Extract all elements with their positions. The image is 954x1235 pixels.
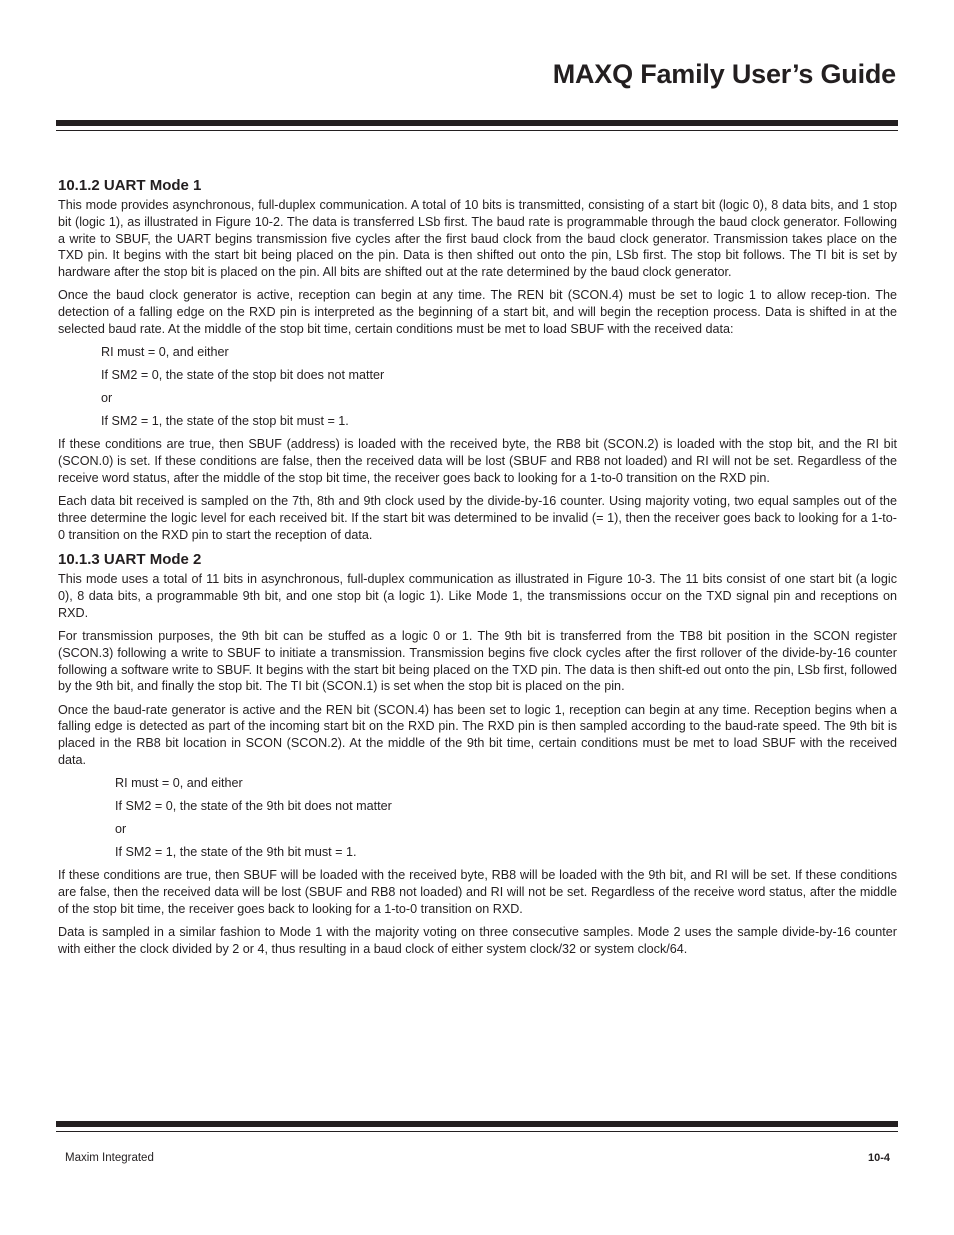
footer-company: Maxim Integrated bbox=[65, 1152, 154, 1164]
document-title: MAXQ Family User’s Guide bbox=[552, 59, 896, 89]
paragraph: Data is sampled in a similar fashion to Mode 1 with the majority voting on three consecutive samples. Mode 2 uses the sample divide-by-16 counter with either the clock divided by 2 or 4, thus resulting in a baud clock of either system clock/32 or system clock/64. bbox=[58, 925, 897, 956]
condition-line: or bbox=[101, 391, 113, 406]
paragraph: Once the baud clock generator is active, reception can begin at any time. The REN bit (SCON.4) must be set to logic 1 to allow recep-tion. The detection of a falling edge on the RXD pin is interpreted as the beginning of a start bit, and will begin the reception process. Data is shifted in at the selected baud rate. At the middle of the stop bit time, certain conditions must be met to load SBUF with the received data: bbox=[58, 288, 897, 337]
paragraph: For transmission purposes, the 9th bit can be stuffed as a logic 0 or 1. The 9th bit is transferred from the TB8 bit position in the SCON register (SCON.3) following a write to SBUF to initiate a transmission. Transmission begins five clock cycles after the first rollover of the divide-by-16 counter following a software write to SBUF. It begins with the start bit being placed on the TXD pin. The data is then shift-ed out onto the pin, LSb first, followed by the 9th bit, and finally the stop bit. The TI bit (SCON.1) is set when the stop bit is placed on the pin. bbox=[58, 628, 897, 694]
condition-line: If SM2 = 0, the state of the 9th bit does not matter bbox=[115, 799, 392, 814]
paragraph: Each data bit received is sampled on the 7th, 8th and 9th clock used by the divide-by-16 counter. Using majority voting, two equal samples out of the three determine the logic level for each received bit. If the start bit was determined to be invalid (= 1), then the receiver goes back to looking for a 1-to-0 transition on the RXD pin to start the reception of data. bbox=[58, 494, 897, 542]
paragraph: If these conditions are true, then SBUF (address) is loaded with the received byte, the RB8 bit (SCON.2) is loaded with the stop bit, and the RI bit (SCON.0) is set. If these conditions are false, then the received data will be lost (SBUF and RB8 not loaded) and RI will not be set. Regardless of the receive word status, after the middle of the stop bit time, the receiver goes back to looking for a 1-to-0 transition on the RXD pin. bbox=[58, 437, 897, 485]
paragraph: This mode provides asynchronous, full-duplex communication. A total of 10 bits is transmitted, consisting of a start bit (logic 0), 8 data bits, and 1 stop bit (logic 1), as illustrated in Figure 10-2. The data is transferred LSb first. The baud rate is programmable through the baud clock generator. Following a write to SBUF, the UART begins transmission five cycles after the first baud clock from the baud clock generator. Transmission takes place on the TXD pin. It begins with the start bit being placed on the pin. Data is then shifted out onto the pin, LSb first. The stop bit follows. The TI bit is set by hardware after the stop bit is placed on the pin. All bits are shifted out at the rate determined by the baud clock generator. bbox=[58, 198, 897, 280]
header-rule-thick bbox=[56, 120, 898, 126]
main-content bbox=[58, 176, 897, 964]
section-heading-uart-mode-1: 10.1.2 UART Mode 1 bbox=[58, 177, 202, 194]
condition-line: If SM2 = 1, the state of the 9th bit must = 1. bbox=[115, 845, 357, 860]
paragraph: Once the baud-rate generator is active and the REN bit (SCON.4) has been set to logic 1, reception can begin at any time. Reception begins when a falling edge is detected as part of the incoming start bit on the RXD pin. The RXD pin is then sampled according to the baud-rate speed. The 9th bit is placed in the RB8 bit location in SCON (SCON.2). At the middle of the 9th bit time, certain conditions must be met to load SBUF with the received data. bbox=[58, 702, 897, 768]
paragraph: This mode uses a total of 11 bits in asynchronous, full-duplex communication as illustrated in Figure 10-3. The 11 bits consist of one start bit (a logic 0), 8 data bits, a programmable 9th bit, and one stop bit (a logic 1). Like Mode 1, the transmissions occur on the TXD signal pin and receptions on RXD. bbox=[58, 572, 897, 620]
condition-line: RI must = 0, and either bbox=[115, 776, 243, 791]
header-rule-thin bbox=[56, 130, 898, 131]
condition-line: If SM2 = 1, the state of the stop bit must = 1. bbox=[101, 414, 349, 429]
paragraph: If these conditions are true, then SBUF will be loaded with the received byte, RB8 will be loaded with the 9th bit, and RI will be set. If these conditions are false, then the received data will be lost (SBUF and RB8 not loaded) and RI will not be set. Regardless of the receive word status, after the middle of the stop bit time, the receiver goes back to looking for a 1-to-0 transition on RXD. bbox=[58, 868, 897, 916]
page-number: 10-4 bbox=[867, 1152, 890, 1164]
condition-line: RI must = 0, and either bbox=[101, 345, 229, 360]
condition-line: or bbox=[115, 822, 127, 837]
section-heading-uart-mode-2: 10.1.3 UART Mode 2 bbox=[58, 551, 202, 569]
footer-rule-thick bbox=[56, 1121, 898, 1127]
footer-rule-thin bbox=[56, 1131, 898, 1132]
condition-line: If SM2 = 0, the state of the stop bit does not matter bbox=[101, 368, 385, 383]
